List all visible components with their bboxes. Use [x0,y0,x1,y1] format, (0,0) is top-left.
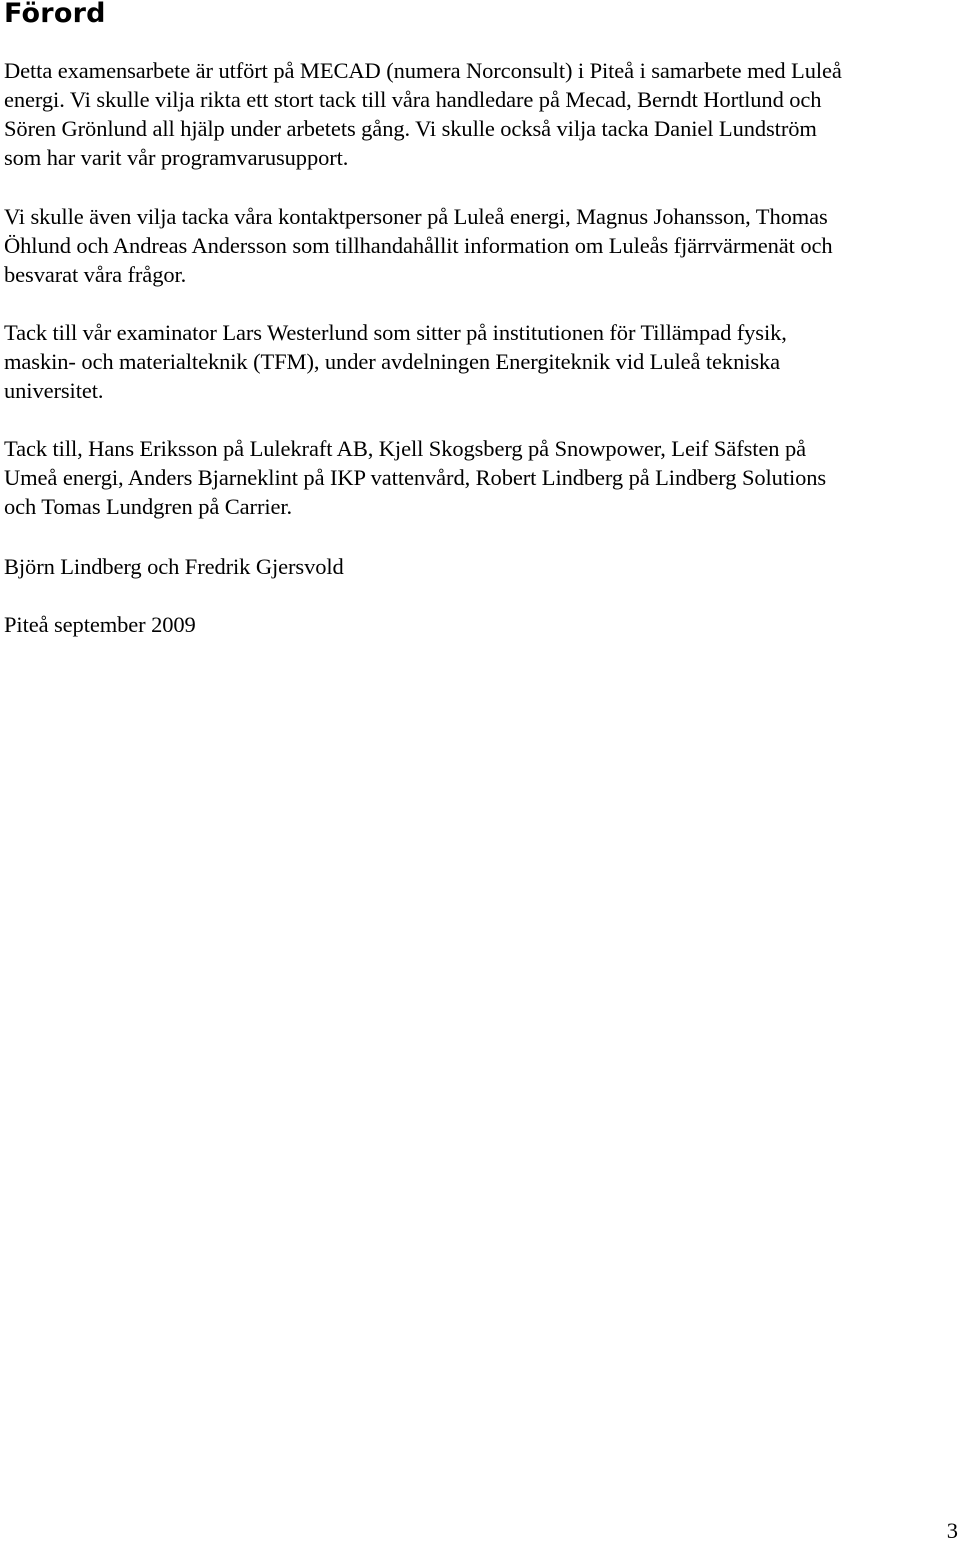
text-line: och Tomas Lundgren på Carrier. [4,494,293,519]
paragraph-examiner [4,318,956,405]
text-line: besvarat våra frågor. [4,262,187,287]
text-line: Vi skulle även vilja tacka våra kontaktpersoner på Luleå energi, Magnus Johansson, Thomas [4,204,828,229]
text-line: Piteå september 2009 [4,612,196,637]
text-line: Umeå energi, Anders Bjarneklint på IKP vattenvård, Robert Lindberg på Lindberg Solutions [4,465,827,490]
text-line: Sören Grönlund all hjälp under arbetets gång. Vi skulle också vilja tacka Daniel Lundström [4,116,817,141]
text-line: maskin- och materialteknik (TFM), under avdelningen Energiteknik vid Luleå tekniska [4,349,781,374]
authors [4,552,956,581]
paragraph-intro [4,56,956,172]
text-line: Tack till vår examinator Lars Westerlund som sitter på institutionen för Tillämpad fysik, [4,320,787,345]
paragraph-contacts [4,202,956,289]
text-line: universitet. [4,378,104,403]
text-line: Öhlund och Andreas Andersson som tillhandahållit information om Luleås fjärrvärmenät och [4,233,833,258]
page-title: Förord [4,0,106,29]
text-line: Tack till, Hans Eriksson på Lulekraft AB, Kjell Skogsberg på Snowpower, Leif Säfsten på [4,436,807,461]
text-line: Detta examensarbete är utfört på MECAD (numera Norconsult) i Piteå i samarbete med Luleå [4,58,842,83]
page-number: 3 [946,1518,958,1543]
place-date [4,610,956,639]
paragraph-thanks [4,434,956,521]
text-line: Björn Lindberg och Fredrik Gjersvold [4,554,344,579]
text-line: som har varit vår programvarusupport. [4,145,349,170]
text-line: energi. Vi skulle vilja rikta ett stort tack till våra handledare på Mecad, Berndt Hortlund och [4,87,822,112]
